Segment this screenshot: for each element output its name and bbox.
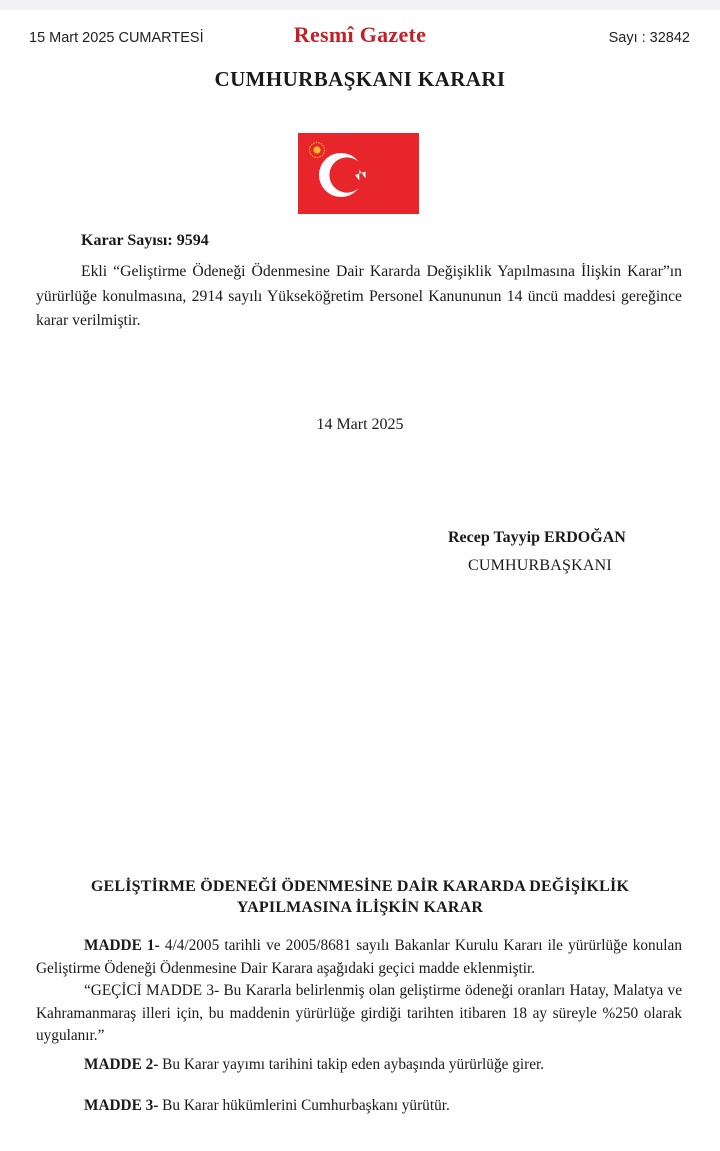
- annex-title-line2: YAPILMASINA İLİŞKİN KARAR: [236, 899, 484, 916]
- turkish-flag-icon: [298, 133, 419, 214]
- issue-number: Sayı : 32842: [608, 30, 690, 46]
- annex-title-line1: GELİŞTİRME ÖDENEĞİ ÖDENMESİNE DAİR KARARDA DEĞİŞİKLİK: [90, 878, 630, 895]
- signer-name: Recep Tayyip ERDOĞAN: [448, 529, 626, 546]
- header-date: 15 Mart 2025 CUMARTESİ: [29, 30, 204, 46]
- article-3: [84, 1097, 450, 1115]
- document-title: CUMHURBAŞKANI KARARI: [214, 67, 506, 91]
- crescent-inner: [329, 157, 364, 192]
- article-1: [36, 935, 682, 1048]
- article-1-quote: “GEÇİCİ MADDE 3- Bu Kararla belirlenmiş olan geliştirme ödeneği oranları Hatay, Malatya ve Kahramanmaraş illeri için, bu maddenin yürürlüğe girdiği tarihten itibaren 18 ay süreyle %250 olarak uygulanır.”: [36, 982, 682, 1044]
- decision-number: Karar Sayısı: 9594: [81, 232, 209, 249]
- article-3-text: Bu Karar hükümlerini Cumhurbaşkanı yürütür.: [158, 1097, 450, 1114]
- article-1-label: MADDE 1-: [84, 937, 160, 954]
- article-2-label: MADDE 2-: [84, 1056, 159, 1073]
- top-shade: [0, 0, 720, 10]
- signer-title: CUMHURBAŞKANI: [468, 557, 612, 574]
- decision-date: 14 Mart 2025: [316, 416, 404, 433]
- article-2: [84, 1056, 544, 1074]
- page-header: [0, 22, 720, 52]
- intro-paragraph: Ekli “Geliştirme Ödeneği Ödenmesine Dair Kararda Değişiklik Yapılmasına İlişkin Karar”ın yürürlüğe konulmasına, 2914 sayılı Yükseköğretim Personel Kanununun 14 üncü maddesi gereğince karar verilmiştir.: [36, 263, 682, 329]
- article-1-text: 4/4/2005 tarihli ve 2005/8681 sayılı Bakanlar Kurulu Kararı ile yürürlüğe konulan Geliştirme Ödeneği Ödenmesine Dair Karara aşağıdaki geçici madde eklenmiştir.: [36, 937, 682, 977]
- annex-title: [0, 876, 720, 918]
- article-3-label: MADDE 3-: [84, 1097, 159, 1114]
- article-2-text: Bu Karar yayımı tarihini takip eden aybaşında yürürlüğe girer.: [158, 1056, 545, 1073]
- publication-title: Resmî Gazete: [293, 22, 427, 47]
- article-1-paragraph: [36, 935, 682, 980]
